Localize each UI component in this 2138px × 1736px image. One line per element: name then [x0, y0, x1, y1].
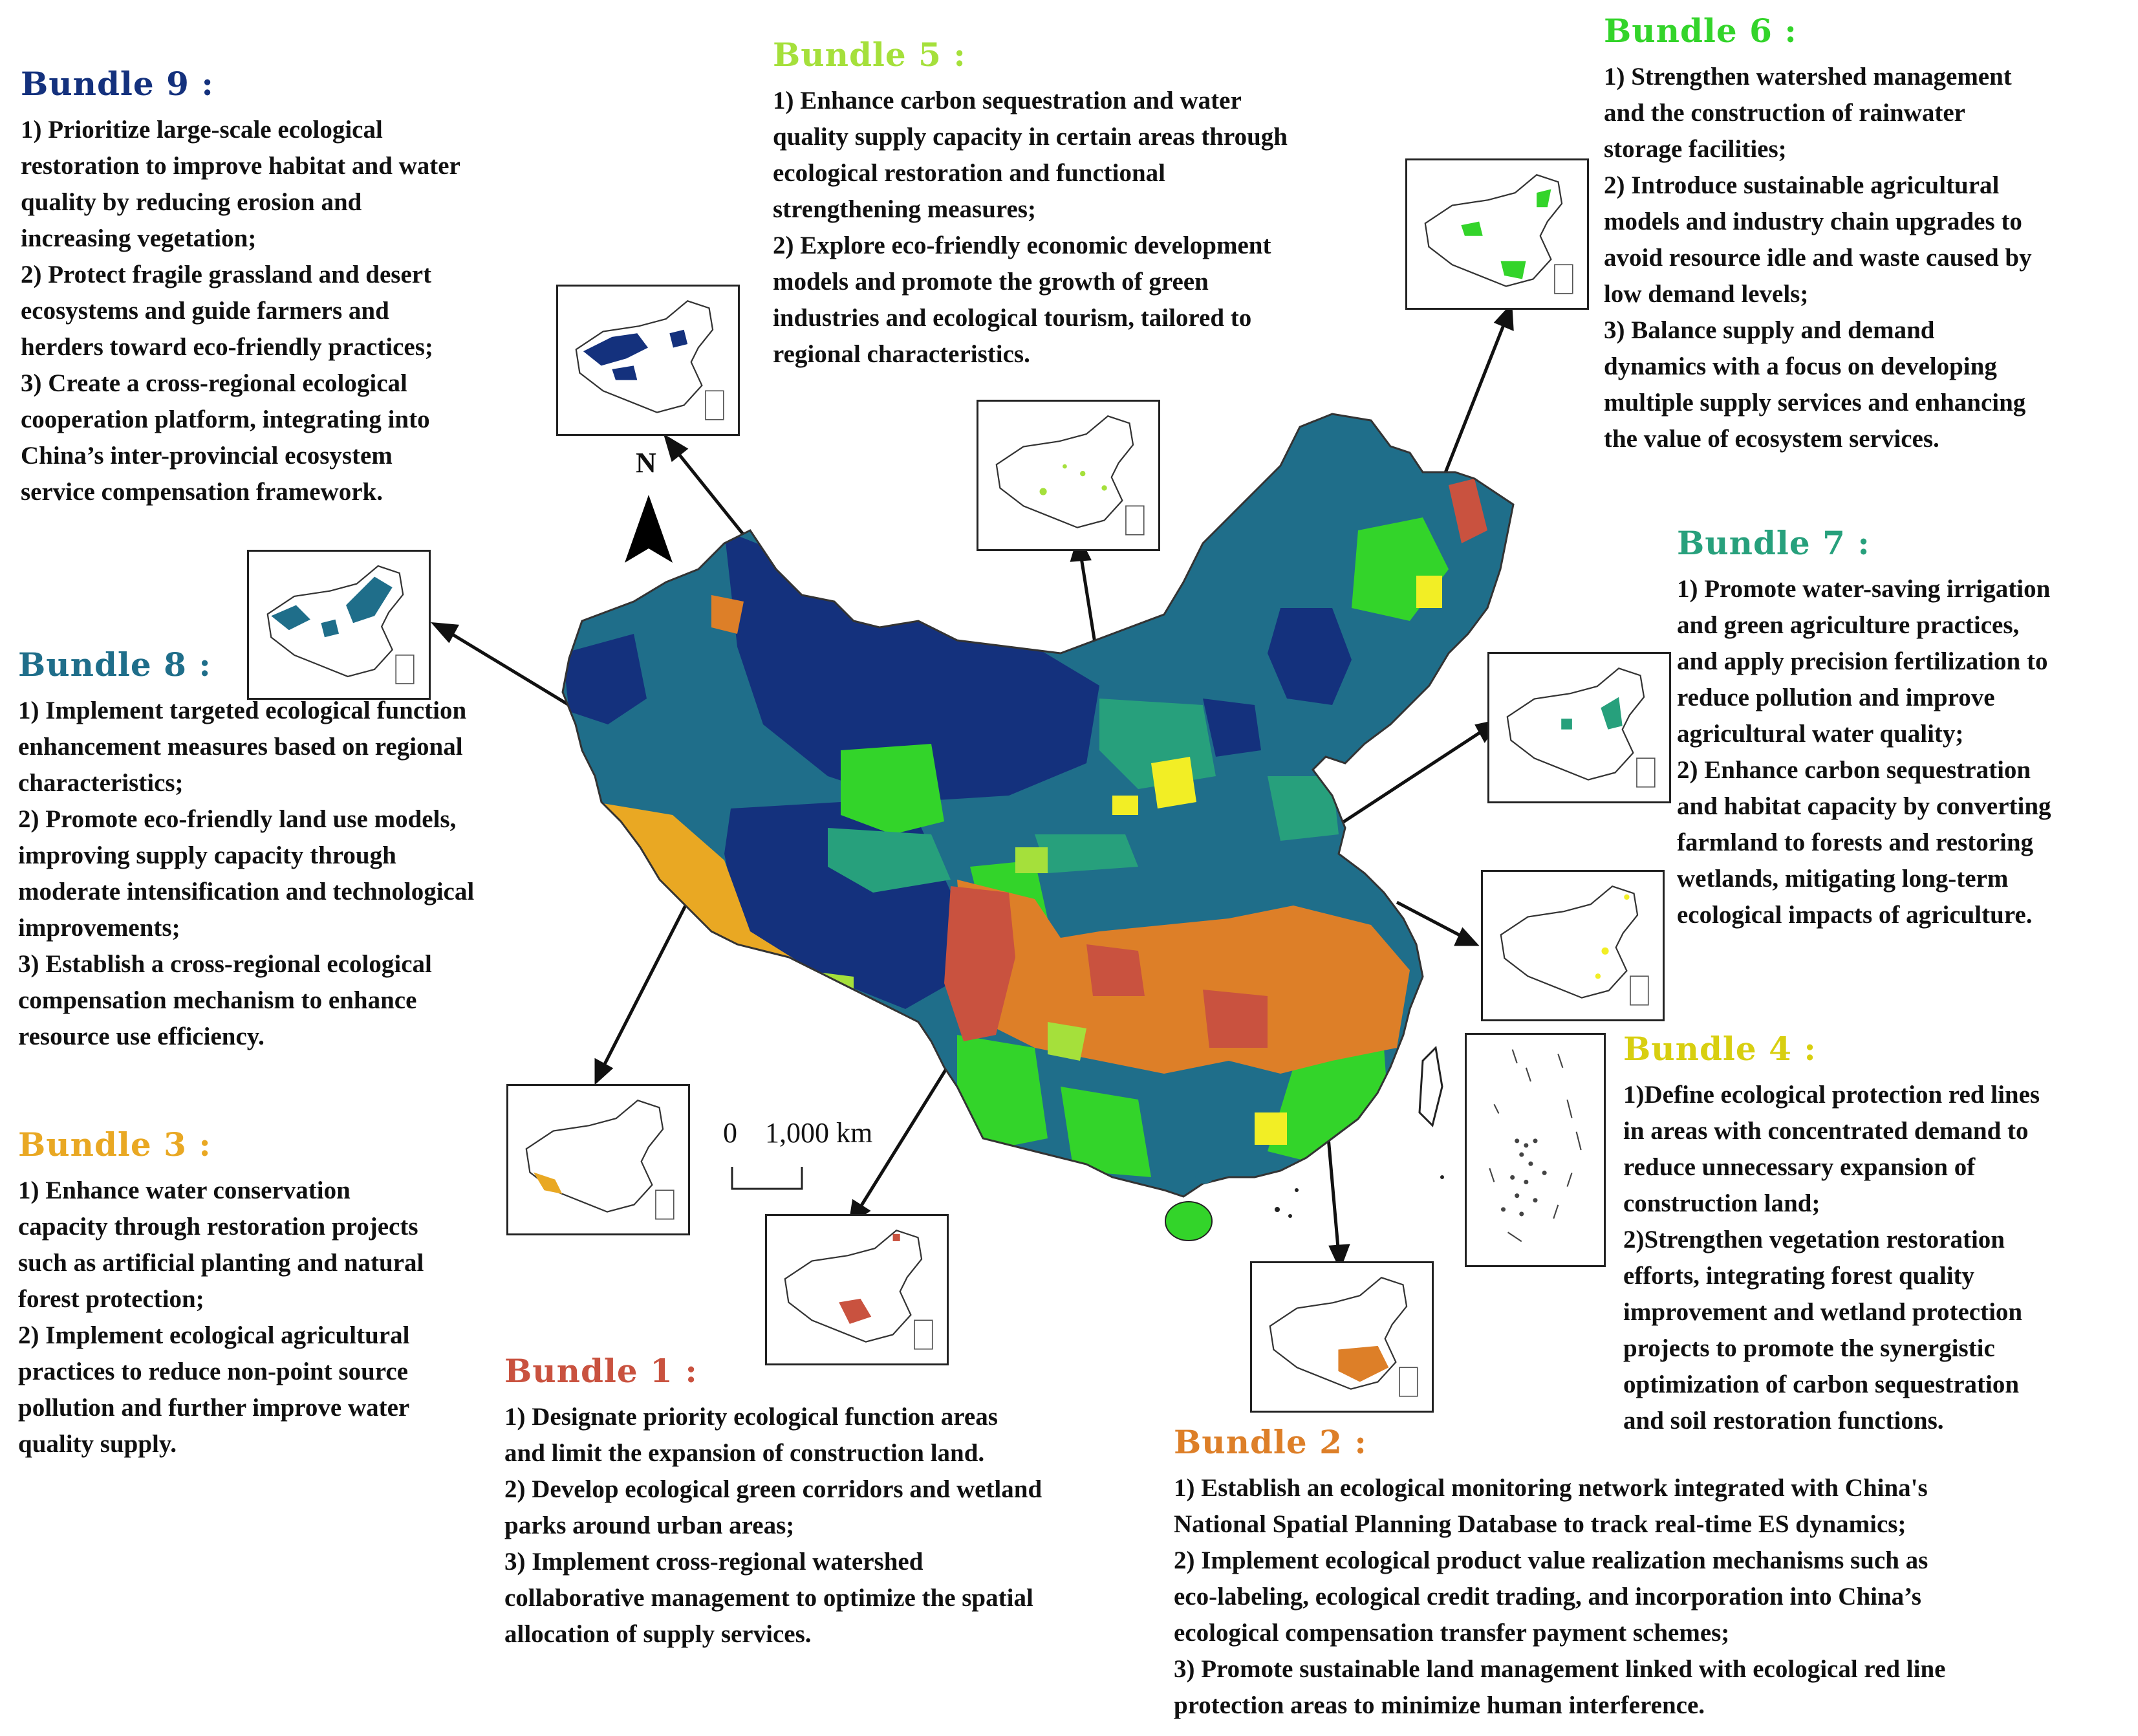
bundle-8-title: Bundle 8 : — [18, 646, 211, 684]
bundle-5-text: 1) Enhance carbon sequestration and water quality supply capacity in certain areas through ecological restoration and functional strengthening measures; 2) Explore eco-friendly economic development models and promote the growth of green industries and ecological tourism, tailored to regional characteristics. — [773, 87, 1288, 368]
taiwan-outline — [1420, 1048, 1442, 1125]
bundle-8-block — [18, 646, 587, 1055]
bundle-2-title: Bundle 2 : — [1174, 1423, 1367, 1461]
bundle-4-block — [1623, 1030, 2134, 1439]
bundle-8-text: 1) Implement targeted ecological function enhancement measures based on regional characteristics; 2) Promote eco-friendly land use models, improving supply capacity through moderate intensification and technological improvements; 3) Establish a cross-regional ecological compensation mechanism to enhance resource use efficiency. — [18, 697, 475, 1050]
inset-map-bundle-1 — [765, 1214, 949, 1365]
bundle-6-title: Bundle 6 : — [1604, 12, 1797, 50]
bundle-1-block — [504, 1352, 1151, 1653]
bundle-3-block — [18, 1125, 523, 1462]
bundle-2-text: 1) Establish an ecological monitoring network integrated with China's National Spatial Planning Database to track real-time ES dynamics; 2) Implement ecological product value realization mechanisms such as eco-labeling, ecological credit trading, and incorporation into China’s ecological compensation transfer payment schemes; 3) Promote sustainable land management linked with ecological red line protection areas to minimize human interference. — [1174, 1474, 1946, 1719]
north-label: N — [636, 447, 656, 479]
inset-map-bundle-2 — [1250, 1261, 1434, 1413]
bundle-3-text: 1) Enhance water conservation capacity through restoration projects such as artificial planting and natural forest protection; 2) Implement ecological agricultural practices to reduce non-point source pollution and further improve water quality supply. — [18, 1177, 424, 1458]
bundle-7-block — [1677, 524, 2136, 933]
bundle-5-title: Bundle 5 : — [773, 36, 966, 74]
north-arrow-icon — [625, 495, 673, 563]
bundle-9-title: Bundle 9 : — [21, 65, 214, 103]
bundle-2-block — [1174, 1423, 2131, 1724]
bundle-9-block — [21, 65, 590, 510]
scale-zero-label: 0 — [723, 1117, 737, 1149]
bundle-9-text: 1) Prioritize large-scale ecological restoration to improve habitat and water quality by reducing erosion and increasing vegetation; 2) Protect fragile grassland and desert ecosystems and guide farmers and herders toward eco-friendly practices; 3) Create a cross-regional ecological cooperation platform, integrating into China’s inter-provincial ecosystem service compensation framework. — [21, 116, 460, 506]
bundle-4-text: 1)Define ecological protection red lines in areas with concentrated demand to reduce unnecessary expansion of construction land; 2)Strengthen vegetation restoration efforts, integrating forest quality improvement and wetland protection projects to promote the synergistic optimization of carbon sequestration and soil restoration functions. — [1623, 1081, 2040, 1435]
inset-map-bundle-5 — [977, 400, 1160, 551]
inset-south-china-sea — [1465, 1033, 1606, 1267]
bundle-4-title: Bundle 4 : — [1623, 1030, 1817, 1068]
hainan-island — [1165, 1202, 1212, 1241]
bundle-6-block — [1604, 12, 2134, 457]
inset-map-bundle-4 — [1481, 870, 1665, 1021]
inset-map-bundle-3 — [506, 1084, 690, 1235]
inset-map-bundle-7 — [1487, 652, 1671, 803]
bundle-3-title: Bundle 3 : — [18, 1125, 211, 1164]
bundle-7-title: Bundle 7 : — [1677, 524, 1870, 562]
scale-distance-label: 1,000 km — [765, 1117, 873, 1149]
bundle-7-text: 1) Promote water-saving irrigation and green agriculture practices, and apply precision fertilization to reduce pollution and improve agricultural water quality; 2) Enhance carbon sequestration and habitat capacity by converting farmland to forests and restoring wetlands, mitigating long-term ecological impacts of agriculture. — [1677, 575, 2051, 929]
inset-map-bundle-6 — [1405, 158, 1589, 310]
bundle-1-text: 1) Designate priority ecological function areas and limit the expansion of construction land. 2) Develop ecological green corridors and wetland parks around urban areas; 3) Implement cross-regional watershed collaborative management to optimize the spatial allocation of supply services. — [504, 1403, 1042, 1648]
bundle-5-block — [773, 36, 1420, 373]
scale-bar — [732, 1167, 802, 1189]
bundle-1-title: Bundle 1 : — [504, 1352, 698, 1390]
bundle-6-text: 1) Strengthen watershed management and the construction of rainwater storage facilities; 2) Introduce sustainable agricultural models and industry chain upgrades to avoid resource idle and waste caused by low demand levels; 3) Balance supply and demand dynamics with a focus on developing multiple supply services and enhancing the value of ecosystem services. — [1604, 63, 2032, 453]
